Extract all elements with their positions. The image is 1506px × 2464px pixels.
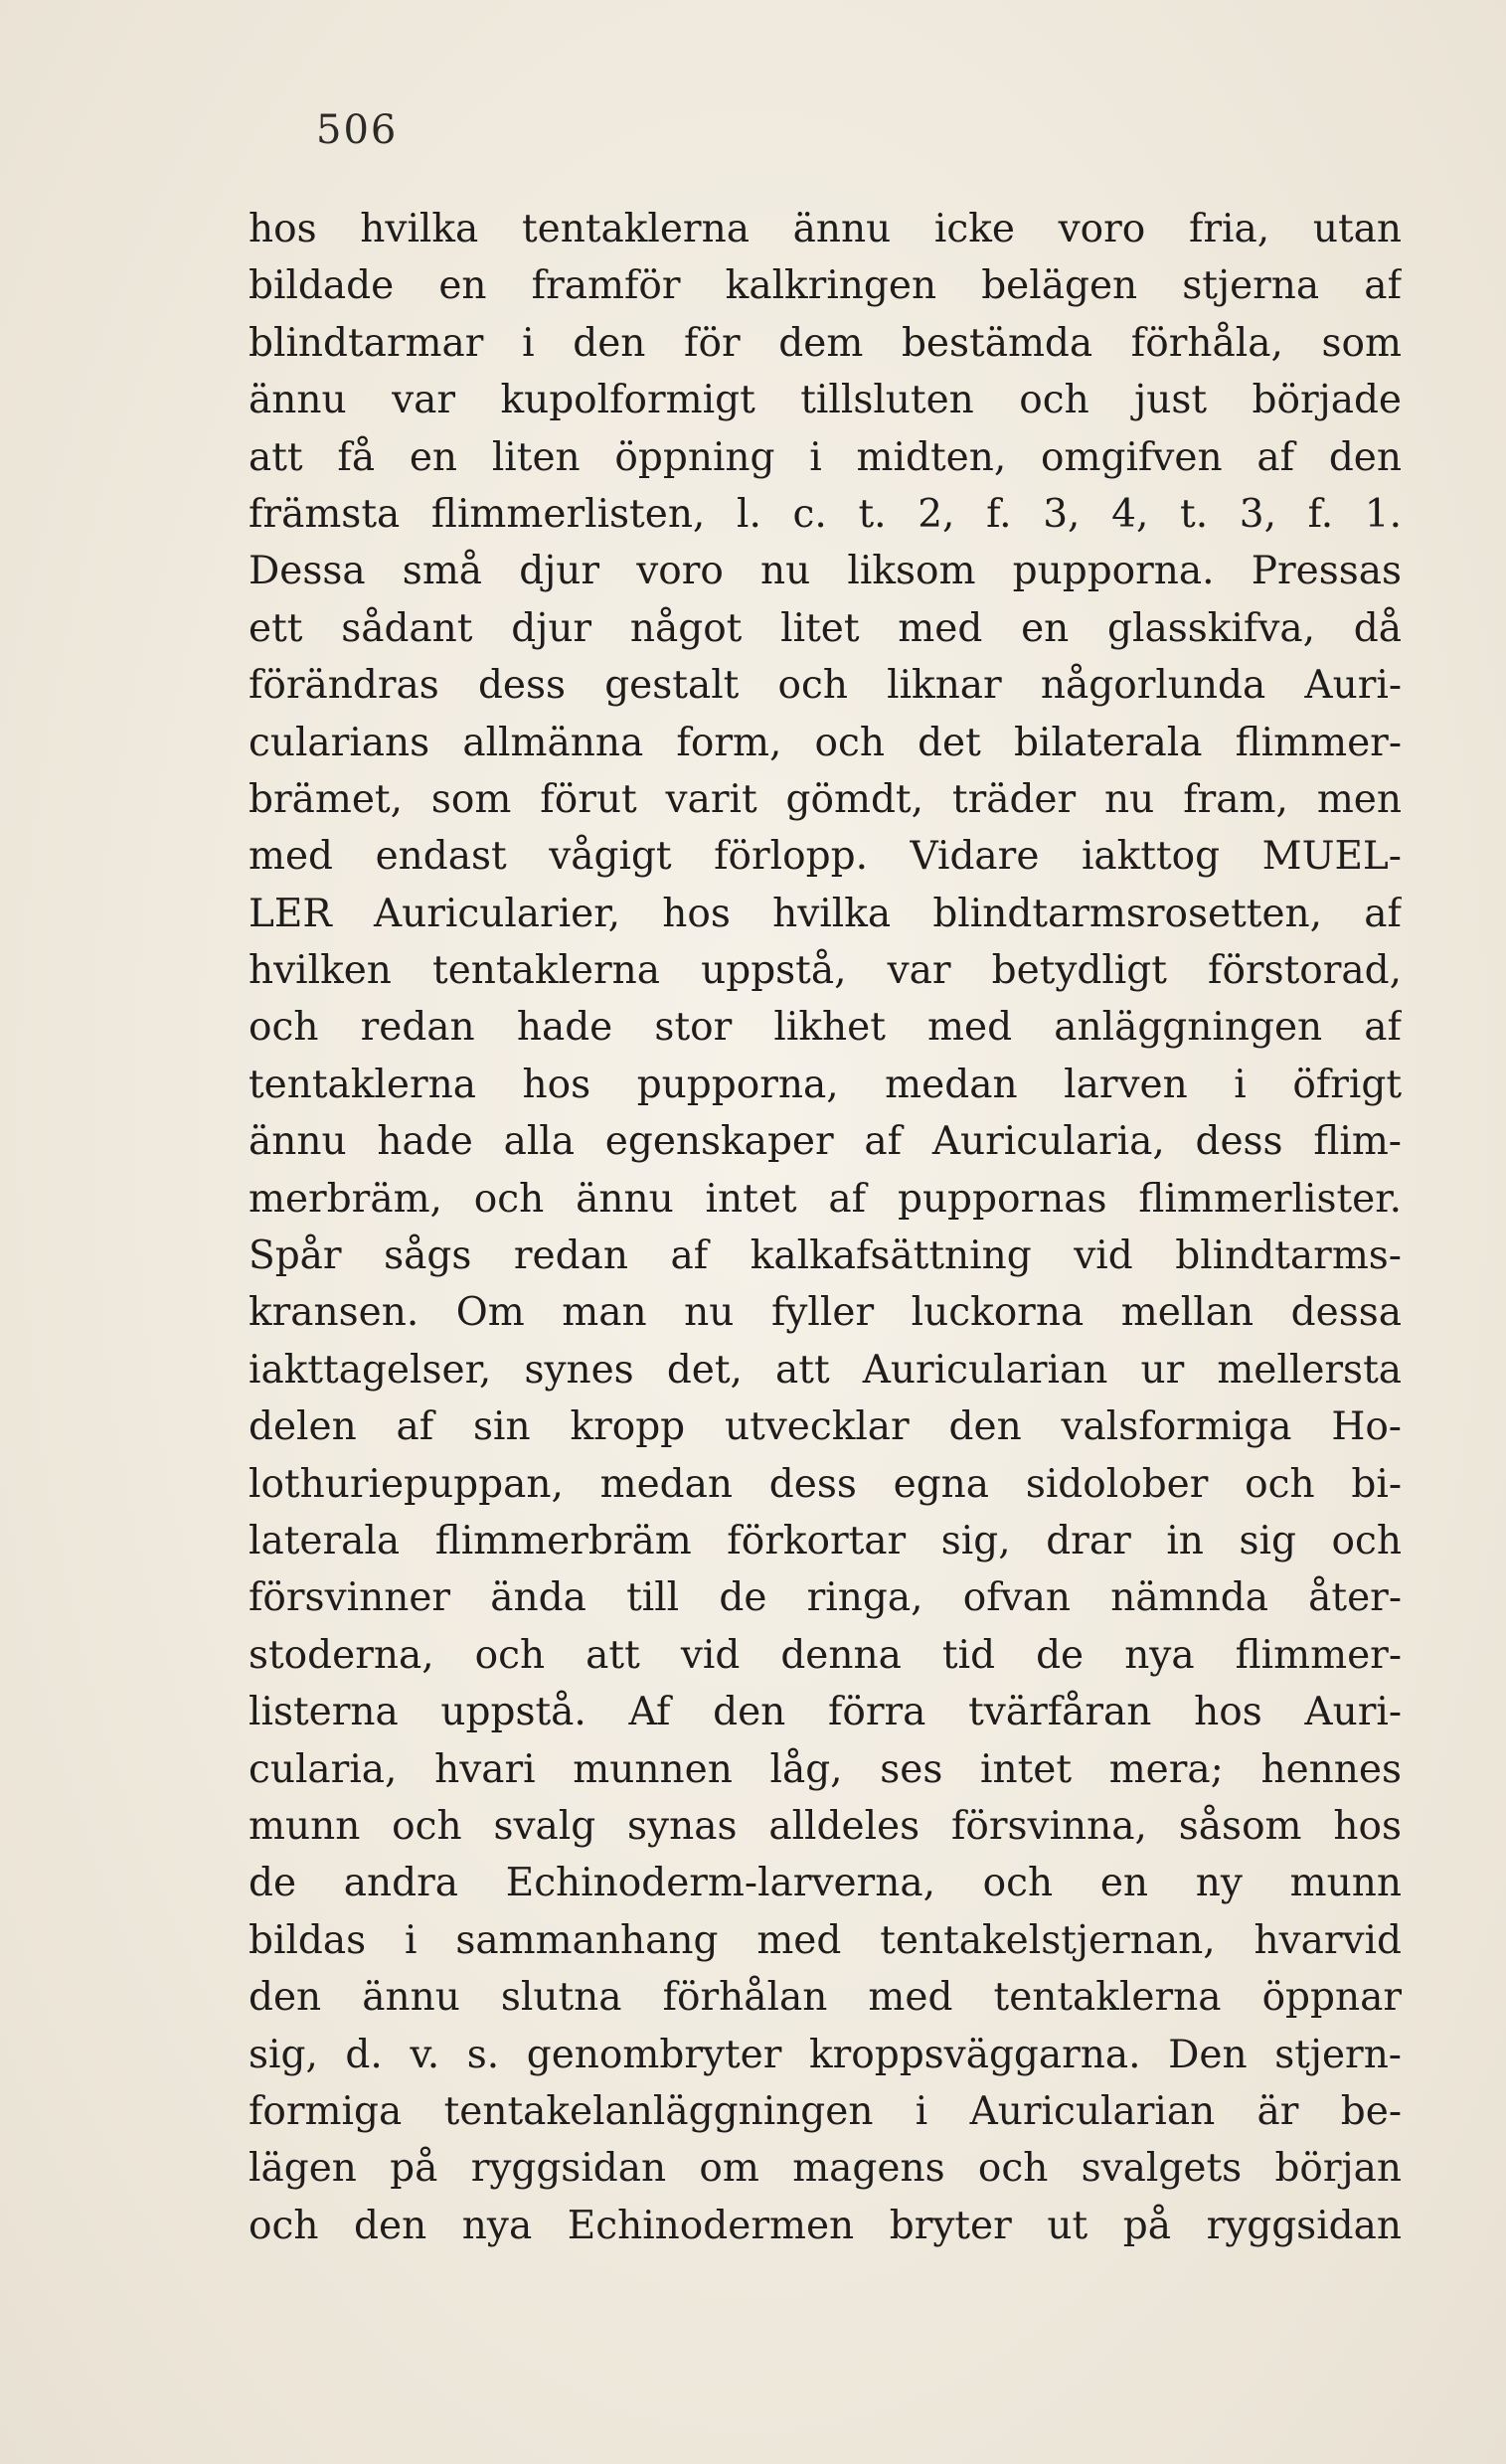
text-line-3: blindtarmar i den för dem bestämda förhåla, som (249, 320, 1402, 366)
text-line-8: ett sådant djur något litet med en glasskifva, då (249, 605, 1402, 651)
text-line-6: främsta flimmerlisten, l. c. t. 2, f. 3, 4, t. 3, f. 1. (249, 491, 1402, 537)
text-line-23: lothuriepuppan, medan dess egna sidolober och bi- (249, 1461, 1402, 1507)
text-line-24: laterala flimmerbräm förkortar sig, drar in sig och (249, 1518, 1402, 1563)
text-line-27: listerna uppstå. Af den förra tvärfåran hos Auri- (249, 1690, 1402, 1735)
text-line-10: cularians allmänna form, och det bilaterala flimmer- (249, 720, 1402, 765)
text-line-20: kransen. Om man nu fyller luckorna mellan dessa (249, 1290, 1402, 1336)
text-line-7: Dessa små djur voro nu liksom pupporna. Pressas (249, 549, 1402, 594)
text-line-25: försvinner ända till de ringa, ofvan nämnda åter- (249, 1575, 1402, 1621)
text-line-4: ännu var kupolformigt tillsluten och just började (249, 378, 1402, 423)
text-line-17: ännu hade alla egenskaper af Auricularia, dess flim- (249, 1119, 1402, 1165)
text-line-15: och redan hade stor likhet med anläggningen af (249, 1005, 1402, 1051)
text-line-19: Spår sågs redan af kalkafsättning vid blindtarms- (249, 1233, 1402, 1279)
text-line-30: de andra Echinoderm-larverna, och en ny munn (249, 1861, 1402, 1906)
text-line-1: hos hvilka tentaklerna ännu icke voro fria, utan (249, 207, 1402, 251)
text-line-5: att få en liten öppning i midten, omgifven af den (249, 434, 1402, 480)
text-line-21: iakttagelser, synes det, att Auricularian ur mellersta (249, 1347, 1402, 1393)
text-line-9: förändras dess gestalt och liknar någorlunda Auri- (249, 663, 1402, 709)
text-line-28: cularia, hvari munnen låg, ses intet mera; hennes (249, 1746, 1402, 1792)
text-line-31: bildas i sammanhang med tentakelstjernan, hvarvid (249, 1917, 1402, 1963)
text-line-12: med endast vågigt förlopp. Vidare iakttog MUEL- (249, 834, 1402, 880)
text-line-16: tentaklerna hos pupporna, medan larven i öfrigt (249, 1062, 1402, 1107)
body-text (249, 201, 1402, 2254)
text-line-22: delen af sin kropp utvecklar den valsformiga Ho- (249, 1404, 1402, 1450)
text-line-11: brämet, som förut varit gömdt, träder nu fram, men (249, 776, 1402, 822)
text-line-29: munn och svalg synas alldeles försvinna, såsom hos (249, 1803, 1402, 1849)
text-line-13: LER Auricularier, hos hvilka blindtarmsrosetten, af (249, 891, 1402, 936)
text-line-34: formiga tentakelanläggningen i Auricularian är be- (249, 2088, 1402, 2134)
text-line-2: bildade en framför kalkringen belägen stjerna af (249, 263, 1402, 309)
text-line-26: stoderna, och att vid denna tid de nya flimmer- (249, 1632, 1402, 1678)
text-line-14: hvilken tentaklerna uppstå, var betydligt förstorad, (249, 948, 1402, 994)
text-line-36: och den nya Echinodermen bryter ut på ryggsidan (249, 2203, 1402, 2248)
text-line-32: den ännu slutna förhålan med tentaklerna öppnar (249, 1975, 1402, 2021)
text-line-18: merbräm, och ännu intet af puppornas flimmerlister. (249, 1176, 1402, 1222)
text-line-33: sig, d. v. s. genombryter kroppsväggarna. Den stjern- (249, 2032, 1402, 2077)
text-line-35: lägen på ryggsidan om magens och svalgets början (249, 2146, 1402, 2192)
page-number: 506 (316, 107, 399, 153)
